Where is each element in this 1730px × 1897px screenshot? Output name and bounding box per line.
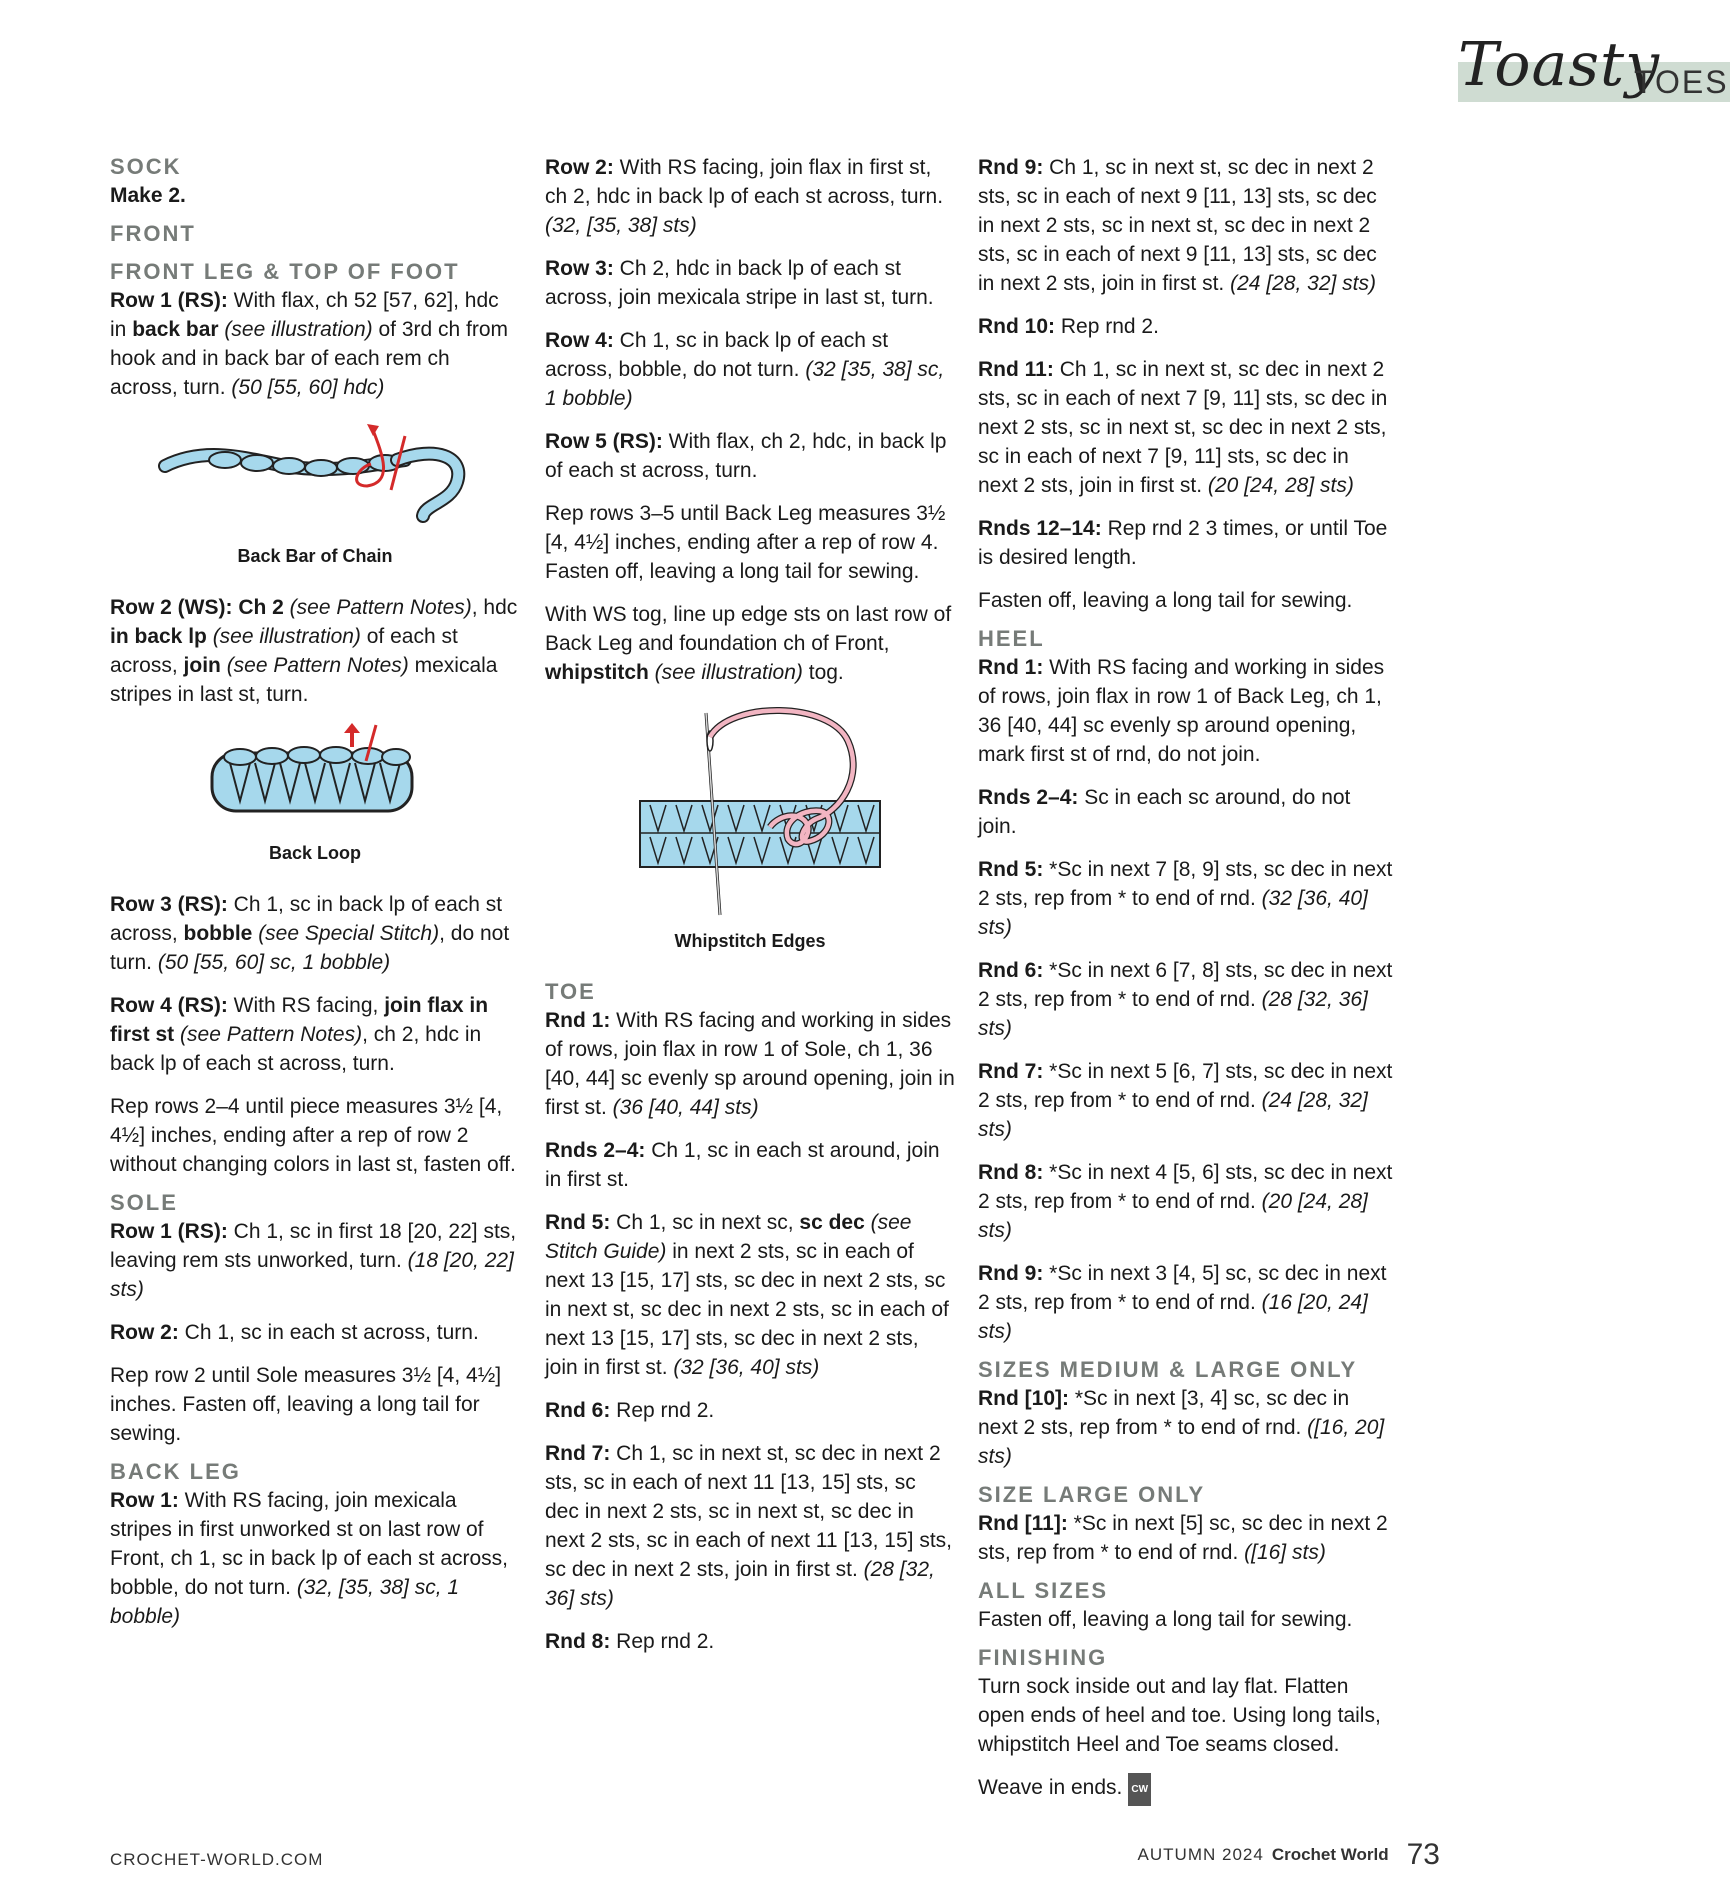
row-label: Rnd 1:	[545, 1009, 611, 1032]
stitch-count: ([16, 20] sts)	[978, 1416, 1385, 1468]
stitch-count: (32 [35, 38] sc, 1 bobble)	[545, 358, 945, 410]
row-label: Row 2:	[545, 156, 614, 179]
row-label: Rnd 5:	[545, 1211, 611, 1234]
instruction-repeat: Rep rows 2–4 until piece measures 3½ [4, 4½] inches, ending after a rep of row 2 without changing colors in last st, fasten off.	[110, 1095, 516, 1176]
heading-front: FRONT	[110, 221, 196, 246]
column-1	[110, 153, 520, 1645]
row-label: Row 4:	[545, 329, 614, 352]
column-2	[545, 153, 955, 1670]
row-label: Row 1:	[110, 1489, 179, 1512]
instruction-toe-rnd-6: Rnd 6: Rep rnd 2.	[545, 1399, 715, 1422]
stitch-count: ([16] sts)	[1244, 1541, 1326, 1564]
instruction-row-5: Row 5 (RS): With flax, ch 2, hdc, in back lp of each st across, turn.	[545, 430, 947, 482]
row-label: Row 1 (RS):	[110, 289, 228, 312]
row-label: Rnds 2–4:	[978, 786, 1079, 809]
heading-sizes-medium-large: SIZES MEDIUM & LARGE ONLY	[978, 1357, 1358, 1382]
row-label: Row 2 (WS):	[110, 596, 233, 619]
heading-back-leg: BACK LEG	[110, 1459, 241, 1484]
row-label: Rnd 11:	[978, 358, 1054, 381]
row-label: Rnd 5:	[978, 858, 1044, 881]
instruction-weave-in: Weave in ends. CW	[978, 1773, 1394, 1806]
stitch-count: (24 [28, 32] sts)	[1230, 272, 1376, 295]
stitch-count: (24 [28, 32] sts)	[978, 1089, 1368, 1141]
instruction-toe-rnd-9: Rnd 9: Ch 1, sc in next st, sc dec in next 2 sts, sc in each of next 9 [11, 13] sts, sc dec in next 2 sts, sc in next st, sc dec in next 2 sts, sc in each of next 9 [11, 13] sts, sc dec in next 2 sts, join in first st. (24 [28, 32] sts)	[978, 156, 1377, 295]
footer-issue: AUTUMN 2024	[1137, 1845, 1264, 1864]
instruction-whipstitch: With WS tog, line up edge sts on last row of Back Leg and foundation ch of Front, whipstitch (see illustration) tog.	[545, 603, 952, 684]
row-label: Row 4 (RS):	[110, 994, 228, 1017]
instruction-heel-rnd-1: Rnd 1: With RS facing and working in sides of rows, join flax in row 1 of Back Leg, ch 1, 36 [40, 44] sc evenly sp around opening, mark first st of rnd, do not join.	[978, 656, 1385, 766]
instruction-heel-rnd-8: Rnd 8: *Sc in next 4 [5, 6] sts, sc dec in next 2 sts, rep from * to end of rnd. (20 [24, 28] sts)	[978, 1161, 1393, 1242]
stitch-count: (36 [40, 44] sts)	[612, 1096, 759, 1119]
heading-front-leg: FRONT LEG & TOP OF FOOT	[110, 259, 460, 284]
instruction-back-leg-row-1: Row 1: With RS facing, join mexicala stripes in first unworked st on last row of Front, ch 1, sc in back lp of each st across, bobble, do not turn. (32, [35, 38] sc, 1 bobble)	[110, 1489, 509, 1628]
heading-all-sizes: ALL SIZES	[978, 1578, 1109, 1603]
row-label: Rnd [11]:	[978, 1512, 1068, 1535]
heading-toe: TOE	[545, 979, 596, 1004]
instruction-sole-row-1: Row 1 (RS): Ch 1, sc in first 18 [20, 22] sts, leaving rem sts unworked, turn. (18 [20, 22] sts)	[110, 1220, 517, 1301]
footer-website: CROCHET-WORLD.COM	[110, 1850, 324, 1869]
stitch-count: (50 [55, 60] hdc)	[231, 376, 385, 399]
instruction-toe-rnds-2-4: Rnds 2–4: Ch 1, sc in each st around, join in first st.	[545, 1139, 940, 1191]
banner-script-title: Toasty	[1458, 30, 1661, 100]
figure-caption: Whipstitch Edges	[674, 931, 826, 951]
instruction-toe-rnd-7: Rnd 7: Ch 1, sc in next st, sc dec in next 2 sts, sc in each of next 11 [13, 15] sts, sc dec in next 2 sts, sc in next st, sc dec in next 2 sts, sc in each of next 11 [13, 15] sts, sc dec in next 2 sts, join in first st. (28 [32, 36] sts)	[545, 1442, 952, 1610]
heading-sock: SOCK	[110, 154, 182, 179]
instruction-row-3: Row 3 (RS): Ch 1, sc in back lp of each st across, bobble (see Special Stitch), do not turn. (50 [55, 60] sc, 1 bobble)	[110, 893, 510, 974]
row-label: Rnd 6:	[545, 1399, 611, 1422]
instruction-row-4: Row 4: Ch 1, sc in back lp of each st across, bobble, do not turn. (32 [35, 38] sc, 1 bobble)	[545, 329, 945, 410]
stitch-count: (50 [55, 60] sc, 1 bobble)	[157, 951, 391, 974]
figure-caption: Back Loop	[268, 843, 361, 863]
instruction-heel-rnds-2-4: Rnds 2–4: Sc in each sc around, do not join.	[978, 786, 1351, 838]
instruction-row-2: Row 2 (WS): Ch 2 (see Pattern Notes), hdc in back lp (see illustration) of each st across, join (see Pattern Notes) mexicala stripes in last st, turn.	[110, 596, 518, 706]
instruction-toe-rnds-12-14: Rnds 12–14: Rep rnd 2 3 times, or until Toe is desired length.	[978, 517, 1388, 569]
stitch-count: (16 [20, 24] sts)	[978, 1291, 1368, 1343]
heading-heel: HEEL	[978, 626, 1045, 651]
banner-caps-title: TOES	[1634, 64, 1729, 100]
heading-finishing: FINISHING	[978, 1645, 1108, 1670]
column-3	[978, 153, 1394, 1820]
instruction-repeat: Rep rows 3–5 until Back Leg measures 3½ [4, 4½] inches, ending after a rep of row 4. Fasten off, leaving a long tail for sewing.	[545, 502, 946, 583]
instruction-heel-rnd-7: Rnd 7: *Sc in next 5 [6, 7] sts, sc dec in next 2 sts, rep from * to end of rnd. (24 [28, 32] sts)	[978, 1060, 1393, 1141]
row-label: Rnd 10:	[978, 315, 1056, 338]
instruction-toe-fasten-off: Fasten off, leaving a long tail for sewing.	[978, 589, 1353, 612]
instruction-heel-rnd-10: Rnd [10]: *Sc in next [3, 4] sc, sc dec in next 2 sts, rep from * to end of rnd. ([16, 20] sts)	[978, 1387, 1385, 1468]
instruction-row-4: Row 4 (RS): With RS facing, join flax in first st (see Pattern Notes), ch 2, hdc in back lp of each st across, turn.	[110, 994, 489, 1075]
stitch-count: (32, [35, 38] sts)	[545, 214, 697, 237]
page-number: 73	[1406, 1838, 1440, 1871]
whipstitch-illustration	[620, 701, 880, 921]
row-label: Row 3:	[545, 257, 614, 280]
instruction-heel-rnd-5: Rnd 5: *Sc in next 7 [8, 9] sts, sc dec in next 2 sts, rep from * to end of rnd. (32 [36, 40] sts)	[978, 858, 1393, 939]
row-label: Rnd 7:	[978, 1060, 1044, 1083]
instruction-row-3: Row 3: Ch 2, hdc in back lp of each st across, join mexicala stripe in last st, turn.	[545, 257, 934, 309]
footer-magazine: Crochet World	[1271, 1845, 1389, 1864]
row-label: Row 2:	[110, 1321, 179, 1344]
back-bar-chain-illustration	[135, 416, 495, 536]
instruction-all-sizes: Fasten off, leaving a long tail for sewing.	[978, 1608, 1353, 1631]
instruction-heel-rnd-6: Rnd 6: *Sc in next 6 [7, 8] sts, sc dec in next 2 sts, rep from * to end of rnd. (28 [32, 36] sts)	[978, 959, 1393, 1040]
row-label: Rnd 6:	[978, 959, 1044, 982]
footer-folio	[1138, 1838, 1440, 1872]
row-label: Rnd 1:	[978, 656, 1044, 679]
instruction-toe-rnd-11: Rnd 11: Ch 1, sc in next st, sc dec in next 2 sts, sc in each of next 7 [9, 11] sts, sc dec in next 2 sts, sc in next st, sc dec in next 2 sts, sc in each of next 7 [9, 11] sts, sc dec in next 2 sts, join in first st. (20 [24, 28] sts)	[978, 358, 1388, 497]
heading-sole: SOLE	[110, 1190, 178, 1215]
row-label: Rnd 9:	[978, 1262, 1044, 1285]
row-label: Rnd 8:	[978, 1161, 1044, 1184]
stitch-count: (32, [35, 38] sc, 1 bobble)	[110, 1576, 460, 1628]
stitch-count: (28 [32, 36] sts)	[978, 988, 1368, 1040]
instruction-heel-rnd-9: Rnd 9: *Sc in next 3 [4, 5] sc, sc dec in next 2 sts, rep from * to end of rnd. (16 [20, 24] sts)	[978, 1262, 1387, 1343]
stitch-count: (32 [36, 40] sts)	[978, 887, 1368, 939]
row-label: Row 5 (RS):	[545, 430, 663, 453]
instruction-sole-row-2: Row 2: Ch 1, sc in each st across, turn.	[110, 1321, 479, 1344]
instruction-toe-rnd-5: Rnd 5: Ch 1, sc in next sc, sc dec (see Stitch Guide) in next 2 sts, sc in each of next 13 [15, 17] sts, sc dec in next 2 sts, sc in next st, sc dec in next 2 sts, sc in each of next 13 [15, 17] sts, sc dec in next 2 sts, join in first st. (32 [36, 40] sts)	[545, 1211, 949, 1379]
instruction-sole-repeat: Rep row 2 until Sole measures 3½ [4, 4½] inches. Fasten off, leaving a long tail for sewing.	[110, 1364, 502, 1445]
instruction-row-1: Row 1 (RS): With flax, ch 52 [57, 62], hdc in back bar (see illustration) of 3rd ch from hook and in back bar of each rem ch across, turn. (50 [55, 60] hdc)	[110, 289, 509, 399]
back-loop-illustration	[200, 723, 430, 833]
stitch-count: (28 [32, 36] sts)	[545, 1558, 935, 1610]
instruction-row-2: Row 2: With RS facing, join flax in first st, ch 2, hdc in back lp of each st across, turn. (32, [35, 38] sts)	[545, 156, 944, 237]
instruction-finishing: Turn sock inside out and lay flat. Flatten open ends of heel and toe. Using long tails, whipstitch Heel and Toe seams closed.	[978, 1675, 1381, 1756]
row-label: Rnd 8:	[545, 1630, 611, 1653]
instruction-toe-rnd-1: Rnd 1: With RS facing and working in sides of rows, join flax in row 1 of Sole, ch 1, 36 [40, 44] sc evenly sp around opening, join in first st. (36 [40, 44] sts)	[545, 1009, 955, 1119]
row-label: Rnds 2–4:	[545, 1139, 646, 1162]
row-label: Row 1 (RS):	[110, 1220, 228, 1243]
make-count: Make 2.	[110, 184, 186, 207]
row-label: Row 3 (RS):	[110, 893, 228, 916]
stitch-count: (18 [20, 22] sts)	[110, 1249, 514, 1301]
cw-end-icon: CW	[1128, 1773, 1151, 1806]
row-label: Rnds 12–14:	[978, 517, 1102, 540]
heading-size-large: SIZE LARGE ONLY	[978, 1482, 1206, 1507]
instruction-heel-rnd-11: Rnd [11]: *Sc in next [5] sc, sc dec in next 2 sts, rep from * to end of rnd. ([16] sts)	[978, 1512, 1388, 1564]
stitch-count: (32 [36, 40] sts)	[673, 1356, 820, 1379]
stitch-count: (20 [24, 28] sts)	[978, 1190, 1368, 1242]
instruction-toe-rnd-10: Rnd 10: Rep rnd 2.	[978, 315, 1159, 338]
row-label: Rnd [10]:	[978, 1387, 1069, 1410]
instruction-toe-rnd-8: Rnd 8: Rep rnd 2.	[545, 1630, 715, 1653]
stitch-count: (20 [24, 28] sts)	[1207, 474, 1354, 497]
row-label: Rnd 7:	[545, 1442, 611, 1465]
figure-caption: Back Bar of Chain	[237, 546, 393, 566]
row-label: Rnd 9:	[978, 156, 1044, 179]
